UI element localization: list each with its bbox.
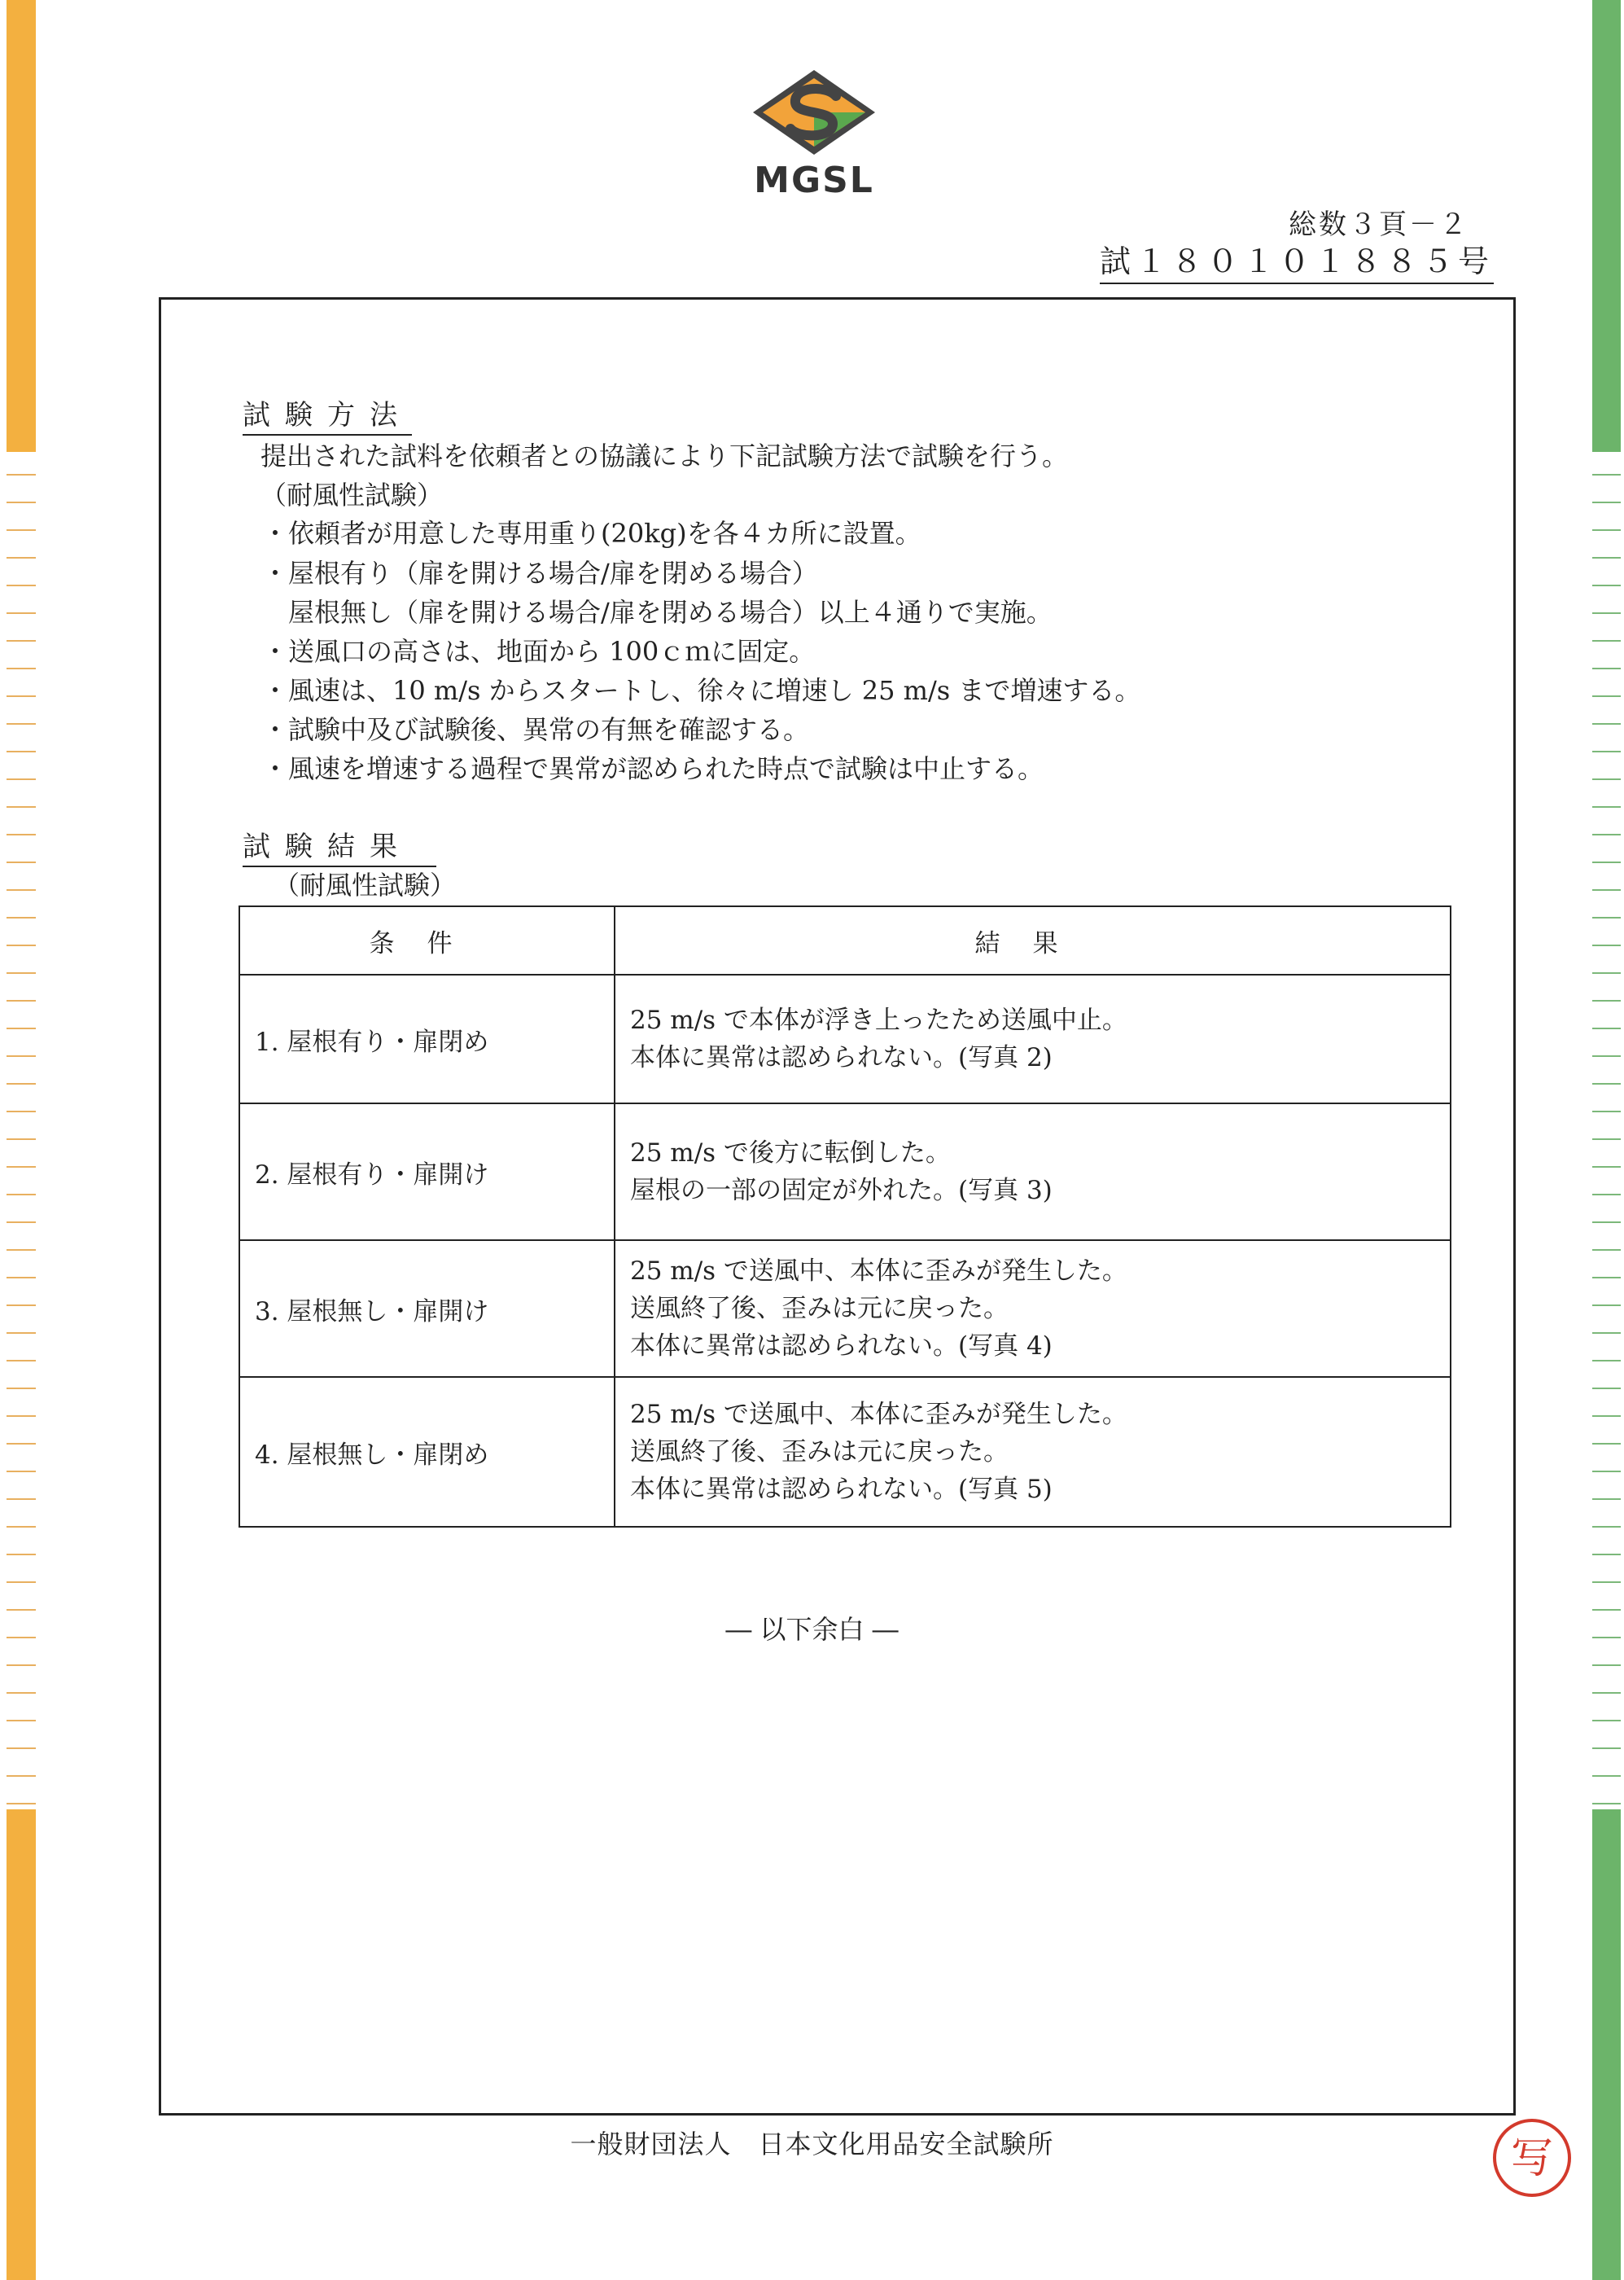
end-of-content-mark: ― 以下余白 ― — [725, 1614, 899, 1645]
result-cell — [615, 975, 1451, 1103]
table-row — [239, 975, 1451, 1103]
method-item: ・試験中及び試験後、異常の有無を確認する。 — [262, 714, 810, 745]
method-item: ・送風口の高さは、地面から 100ｃｍに固定。 — [262, 636, 816, 667]
left-margin-strip — [0, 0, 37, 2280]
result-cell — [615, 1377, 1451, 1527]
column-header-condition: 条件 — [239, 906, 615, 975]
method-item: 屋根無し（扉を開ける場合/扉を閉める場合）以上４通りで実施。 — [288, 597, 1053, 628]
result-line: 25 m/s で後方に転倒した。 — [630, 1138, 951, 1168]
method-item: ・屋根有り（扉を開ける場合/扉を閉める場合） — [262, 558, 818, 589]
result-line: 25 m/s で送風中、本体に歪みが発生した。 — [630, 1400, 1127, 1429]
result-line: 25 m/s で送風中、本体に歪みが発生した。 — [630, 1256, 1127, 1286]
results-subheading: （耐風性試験） — [274, 870, 457, 901]
result-line: 送風終了後、歪みは元に戻った。 — [630, 1294, 1009, 1323]
method-subheading: （耐風性試験） — [260, 480, 444, 511]
result-cell — [615, 1240, 1451, 1377]
mgsl-logo — [745, 64, 883, 201]
result-line: 屋根の一部の固定が外れた。(写真 3) — [630, 1176, 1053, 1205]
method-intro: 提出された試料を依頼者との協議により下記試験方法で試験を行う。 — [260, 441, 1069, 471]
method-item: ・風速は、10 m/s からスタートし、徐々に増速し 25 m/s まで増速する。 — [262, 675, 1141, 706]
condition-cell: 2. 屋根有り・扉開け — [239, 1103, 615, 1240]
result-line: 本体に異常は認められない。(写真 4) — [630, 1331, 1053, 1361]
table-header-row — [239, 906, 1451, 975]
table-row — [239, 1377, 1451, 1527]
report-number: 試１８０１０１８８５号 — [1100, 236, 1494, 284]
stamp-text: 写 — [1510, 2134, 1554, 2183]
result-line: 本体に異常は認められない。(写真 5) — [630, 1475, 1053, 1504]
result-line: 本体に異常は認められない。(写真 2) — [630, 1043, 1053, 1072]
right-margin-strip — [1587, 0, 1624, 2280]
result-line: 送風終了後、歪みは元に戻った。 — [630, 1437, 1009, 1467]
column-header-result: 結果 — [615, 906, 1451, 975]
copy-stamp-icon — [1490, 2116, 1574, 2200]
results-table — [239, 905, 1451, 1528]
leaf-s-icon — [745, 64, 883, 161]
condition-cell: 4. 屋根無し・扉閉め — [239, 1377, 615, 1527]
method-heading: 試験方法 — [243, 392, 412, 436]
result-cell — [615, 1103, 1451, 1240]
logo-text: MGSL — [754, 160, 874, 201]
condition-cell: 3. 屋根無し・扉開け — [239, 1240, 615, 1377]
page-reference: 総数３頁－２ — [1289, 208, 1469, 241]
organization-footer: 一般財団法人 日本文化用品安全試験所 — [570, 2129, 1054, 2159]
table-row — [239, 1103, 1451, 1240]
table-row — [239, 1240, 1451, 1377]
results-heading: 試験結果 — [243, 824, 436, 867]
method-item: ・風速を増速する過程で異常が認められた時点で試験は中止する。 — [262, 753, 1044, 784]
condition-cell: 1. 屋根有り・扉閉め — [239, 975, 615, 1103]
result-line: 25 m/s で本体が浮き上ったため送風中止。 — [630, 1006, 1127, 1035]
method-item: ・依頼者が用意した専用重り(20kg)を各４カ所に設置。 — [262, 518, 921, 549]
